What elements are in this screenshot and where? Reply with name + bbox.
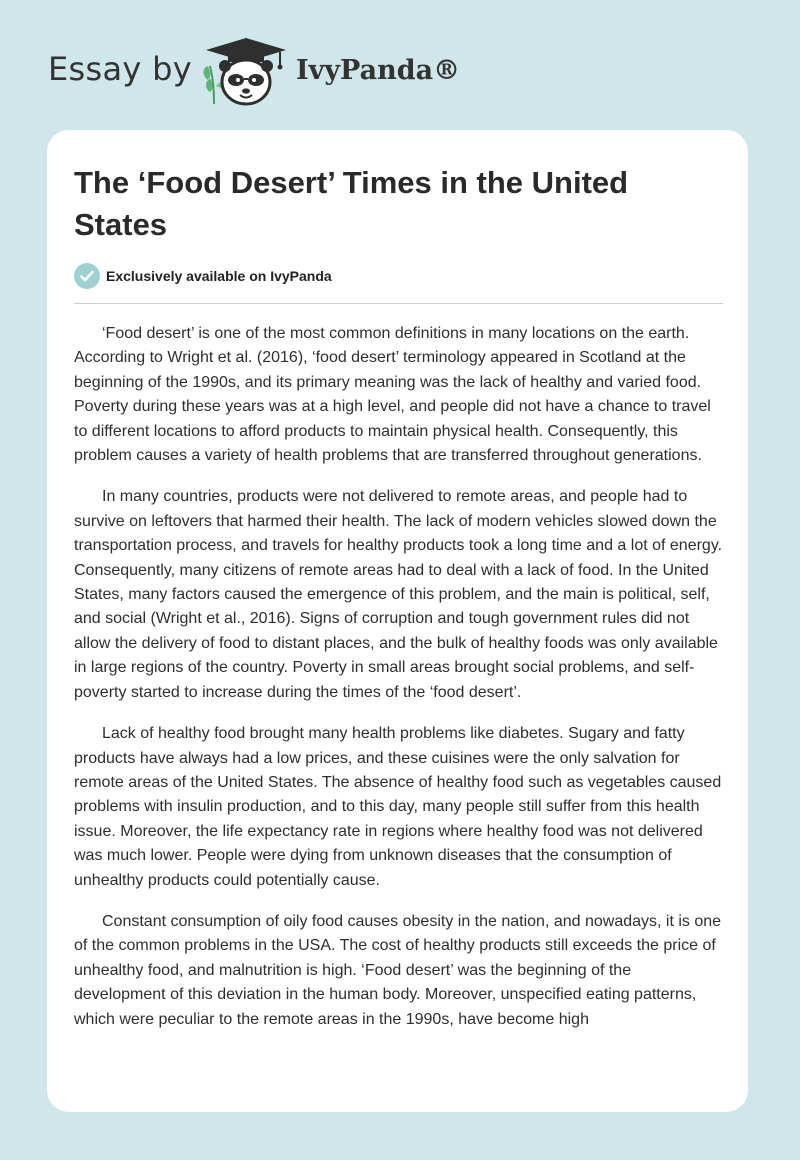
paragraph: ‘Food desert’ is one of the most common definitions in many locations on the earth. According to Wright et al. (2016), ‘food desert’ terminology appeared in Scotland at the beginning of the 1990s, and its primary meaning was the lack of healthy and varied food. Poverty during these years was at a high level, and people did not have a chance to travel to different locations to afford products to maintain physical health. Consequently, this problem causes a variety of health problems that are transferred throughout generations. [74,325,711,465]
divider [74,303,723,304]
site-header [0,0,800,130]
essay-card [47,130,748,1112]
panda-logo-icon[interactable] [200,36,292,108]
essay-by-label: Essay by [48,50,192,88]
checkmark-icon [74,263,100,289]
essay-body [74,322,726,1049]
paragraph: In many countries, products were not delivered to remote areas, and people had to survive on leftovers that harmed their health. The lack of modern vehicles slowed down the transportation process, and travels for healthy products took a long time and a lot of energy. Consequently, many citizens of remote areas had to deal with a lack of food. In the United States, many factors caused the emergence of this problem, and the main is political, self, and social (Wright et al., 2016). Signs of corruption and tough government rules did not allow the delivery of food to distant places, and the bulk of healthy foods was only available in large regions of the country. Poverty in small areas brought social problems, and self-poverty started to increase during the times of the ‘food desert’. [74,488,723,701]
exclusive-badge-label: Exclusively available on IvyPanda [106,268,332,284]
brand-name[interactable]: IvyPanda® [296,55,461,86]
page-title: The ‘Food Desert’ Times in the United States [74,165,629,242]
paragraph: Constant consumption of oily food causes obesity in the nation, and nowadays, it is one of the common problems in the USA. The cost of healthy products still exceeds the price of unhealthy food, and malnutrition is high. ‘Food desert’ was the beginning of the development of this deviation in the human body. Moreover, unspecified eating patterns, which were peculiar to the remote areas in the 1990s, have become high [74,912,722,1028]
paragraph: Lack of healthy food brought many health problems like diabetes. Sugary and fatty products have always had a low prices, and these cuisines were the only salvation for remote areas of the United States. The absence of healthy food such as vegetables caused problems with insulin production, and to this day, many people still suffer from this health issue. Moreover, the life expectancy rate in regions where healthy food was not delivered was much lower. People were dying from unknown diseases that the consumption of unhealthy products could potentially cause. [74,725,722,889]
